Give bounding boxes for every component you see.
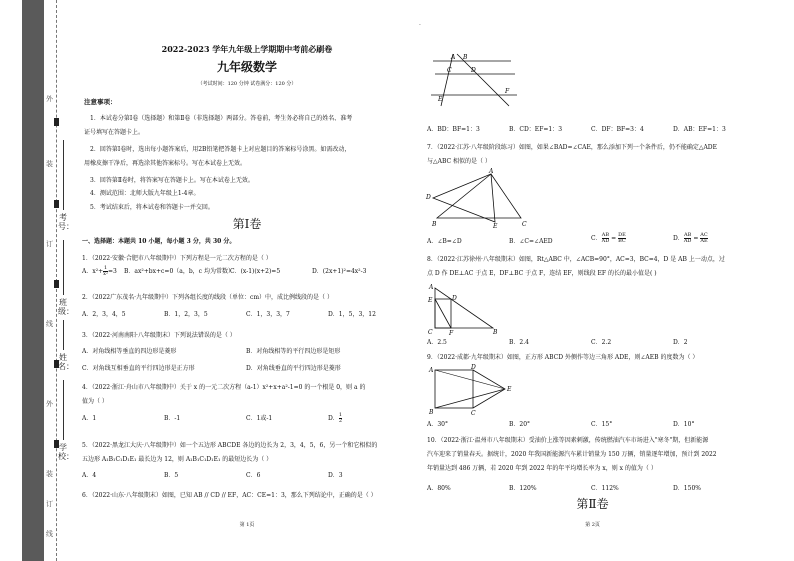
notice-item: 5．考试结束后，将本试卷和答题卡一并交回。	[90, 204, 214, 211]
q8-stem: 8．（2022·江苏徐州·八年级期末）如图，Rt△ABC 中，∠ACB=90°，AC=3，BC=4，D 是 AB 上一动点，过	[427, 256, 725, 263]
q3-option-b: B．对角线相等的平行四边形是矩形	[246, 348, 341, 355]
q5-option-b: B．5	[164, 472, 179, 479]
notice-heading: 注意事项：	[84, 98, 117, 106]
seal-char: 装	[46, 470, 53, 478]
q8-option-d: D．2	[673, 339, 688, 346]
q8-label-b: B	[493, 329, 498, 336]
q10-stem-3: 年销量达到 486 万辆，若 2020 年到 2022 年的年平均增长率为 x，则 x 的值为（ ）	[427, 465, 657, 472]
q6-option-c: C．DF：BF=3：4	[591, 126, 644, 133]
q7-label-d: D	[426, 194, 431, 201]
school-label: 学校：	[58, 443, 74, 461]
q8-label-c: C	[428, 329, 433, 336]
q6-option-b: B．CD：EF=1：3	[509, 126, 563, 133]
decor-dot: ·	[419, 22, 421, 29]
page-1-footer: 第 1页	[239, 522, 255, 528]
q5-stem-2: 五边形 A₁B₁C₁D₁E₁ 最长边为 12，则 A₁B₁C₁D₁E₁ 的最短边长为（ ）	[82, 456, 273, 463]
q3-option-d: D．对角线垂直的平行四边形是菱形	[246, 365, 341, 372]
q2-stem: 2．（2022广东茂名·九年级期中）下列各组长度的线段（单位：cm）中，成比例线段的是（ ）	[82, 294, 333, 301]
q9-label-b: B	[429, 409, 434, 416]
q10-option-d: D．150%	[673, 485, 701, 492]
part2-title: 第Ⅱ卷	[576, 497, 609, 511]
q9-label-d: D	[471, 364, 476, 371]
q9-label-c: C	[471, 410, 476, 416]
q4-option-a: A．1	[82, 415, 97, 422]
seal-char: 装	[46, 160, 53, 168]
notice-item: 4．测试范围：北师大版九年级上1-4章。	[90, 190, 200, 197]
binding-mark	[54, 280, 59, 288]
q4-option-d: D． $\frac{1}{2}$	[328, 412, 342, 424]
q5-option-d: D．3	[328, 472, 343, 479]
q9-segment-ae	[435, 370, 505, 389]
school-line	[63, 380, 64, 440]
q7-option-d: D． $\frac{AB}{AD}$ = $\frac{AC}{AE}$	[673, 232, 708, 244]
seal-char: 外	[46, 400, 53, 408]
q7-label-c: C	[522, 221, 527, 228]
q7-stem-2: 与△ABC 相似的是（ ）	[427, 158, 491, 165]
name-label: 姓名：	[58, 353, 74, 371]
q5-option-c: C．6	[246, 472, 261, 479]
q10-stem: 10．（2022·浙江·温州市八年级期末）受油价上涨等因素刺激，传统燃油汽车市场进入"寒冬"期，但新能源	[427, 437, 709, 444]
q1-stem: 1．（2022·安徽·合肥市八年级期中）下列方程是一元二次方程的是（ ）	[82, 255, 272, 262]
exam-info: （考试时间：120 分钟 试卷满分：120 分）	[197, 81, 297, 87]
q6-label-d: D	[471, 67, 476, 74]
q4-option-b: B．-1	[164, 415, 181, 422]
q10-option-a: A．80%	[427, 485, 451, 492]
q3-option-a: A．对角线相等垂直的四边形是菱形	[82, 348, 177, 355]
q6-option-d: D．AB：EF=1：3	[673, 126, 726, 133]
q1-option-c: C．(x-1)(x+2)=5	[230, 268, 281, 275]
q6-label-c: C	[447, 67, 452, 74]
q6-label-f: F	[505, 88, 510, 95]
q8-label-d: D	[452, 295, 457, 302]
q6-label-b: B	[463, 54, 468, 61]
q6-figure	[425, 48, 535, 110]
q7-figure	[425, 168, 535, 230]
q4-stem-2: 值为（ ）	[82, 398, 108, 405]
q9-option-b: B．20°	[509, 421, 531, 428]
q7-label-e: E	[493, 223, 498, 230]
notice-item: 用橡皮擦干净后，再选涂其他答案标号。写在本试卷上无效。	[84, 160, 247, 167]
notice-item: 证号填写在答题卡上。	[84, 129, 145, 136]
q7-label-a: A	[489, 168, 494, 175]
seal-char: 线	[46, 530, 53, 538]
q9-segment-be	[435, 389, 505, 408]
seal-char: 外	[46, 95, 53, 103]
q6-option-a: A．BD：BF=1：3	[427, 126, 480, 133]
binding-mark	[54, 200, 59, 208]
q8-label-a: A	[429, 284, 434, 291]
q6-transversal-1	[441, 54, 453, 106]
q2-option-b: B．1，2，3，5	[164, 311, 208, 318]
q9-stem: 9．（2022·成都·九年级期末）如图，正方形 ABCD 外侧作等边三角形 ADE，则∠AEB 的度数为（ ）	[427, 354, 699, 361]
seal-char: 订	[46, 240, 53, 248]
q6-label-a: A	[451, 54, 456, 61]
q1-option-b: B．ax²+bx+c=0（a，b，c 均为常数）	[124, 268, 234, 275]
exam-no-line	[63, 140, 64, 210]
seal-char: 订	[46, 500, 53, 508]
q9-option-d: D．10°	[673, 421, 695, 428]
q8-label-f: F	[449, 330, 454, 337]
q4-option-c: C．1或-1	[246, 415, 273, 422]
q8-triangle	[435, 288, 493, 328]
q2-option-d: D．1，5，3，12	[328, 311, 376, 318]
q9-option-c: C．15°	[591, 421, 613, 428]
binding-mark	[54, 118, 59, 126]
q10-option-c: C．112%	[591, 485, 619, 492]
q8-segment-ef	[435, 299, 451, 328]
name-line	[63, 320, 64, 350]
notice-item: 2．回答第Ⅰ卷时，选出每小题答案后，用2B铅笔把答题卡上对应题目的答案标号涂黑。如需改动，	[90, 146, 351, 153]
q7-label-b: B	[432, 221, 437, 228]
q7-option-c: C． $\frac{AB}{AD}$ = $\frac{DE}{BC}$	[591, 232, 626, 244]
q8-stem-2: 点 D 作 DE⊥AC 于点 E，DF⊥BC 于点 F，连结 EF，则线段 EF 的长的最小值是( )	[427, 270, 657, 277]
q7-option-a: A．∠B=∠D	[427, 238, 462, 245]
q8-option-a: A．2.5	[427, 339, 447, 346]
exam-no-label: 考号：	[58, 213, 74, 231]
q9-square	[435, 370, 473, 408]
seal-char: 线	[46, 320, 53, 328]
q4-stem: 4．（2022·浙江·舟山市八年级期中）关于 x 的一元二次方程（a-1）x²+x+a²-1=0 的一个根是 0，则 a 的	[82, 384, 366, 391]
notice-item: 3．回答第Ⅱ卷时，将答案写在答题卡上。写在本试卷上无效。	[90, 177, 254, 184]
subject-title: 九年级数学	[216, 60, 277, 74]
exam-title: 2022-2023 学年九年级上学期期中考前必刷卷	[161, 44, 333, 54]
q10-stem-2: 汽车迎来了销量春天。据统计，2020 年我国新能源汽车累计销量为 150 万辆，销量逐年增加，预计到 2022	[427, 451, 717, 458]
q9-label-a: A	[429, 367, 434, 374]
q1-option-a: A．x²+ $\frac{1}{\text{x²}}$ =3	[82, 265, 117, 277]
page-2	[419, 0, 760, 561]
notice-item: 1．本试卷分第Ⅰ卷（选择题）和第Ⅱ卷（非选择题）两部分。答卷前，考生务必将自己的姓名、准考	[90, 115, 353, 122]
q6-label-e: E	[438, 96, 443, 103]
page-1	[80, 0, 414, 561]
q6-transversal-2	[457, 54, 509, 106]
q6-stem: 6．（2022·山东·八年级期末）如图，已知 AB // CD // EF，AC：CE=1：3，那么下列结论中，正确的是（ ）	[82, 492, 377, 499]
q8-label-e: E	[428, 297, 433, 304]
q5-stem: 5．（2022·黑龙江大庆·八年级期中）如一个五边形 ABCDE 各边的边长为 2，3，4，5，6，另一个和它相似的	[82, 442, 378, 449]
page-2-footer: 第 2页	[585, 522, 600, 528]
part1-title: 第Ⅰ卷	[232, 217, 262, 231]
q5-option-a: A．4	[82, 472, 97, 479]
class-label: 班级：	[58, 298, 74, 316]
q8-option-b: B．2.4	[509, 339, 529, 346]
q9-option-a: A．30°	[427, 421, 448, 428]
q7-triangle-ade	[433, 174, 495, 222]
q3-option-c: C．对角线互相垂直的平行四边形是正方形	[82, 365, 195, 372]
q7-option-b: B．∠C=∠AED	[509, 238, 553, 245]
section1-heading: 一、选择题：本题共 10 小题，每小题 3 分，共 30 分。	[82, 238, 236, 245]
q8-option-c: C．2.2	[591, 339, 612, 346]
q3-stem: 3．（2022·河南南阳·八年级期末）下列说法错误的是（ ）	[82, 332, 236, 339]
q2-option-a: A．2，3，4，5	[82, 311, 126, 318]
q9-figure	[425, 364, 520, 416]
class-line	[63, 240, 64, 295]
q2-option-c: C．1，3，3，7	[246, 311, 290, 318]
q7-stem: 7．（2022·江苏·八年级阶段练习）如图，如果∠BAD=∠CAE，那么添加下列一个条件后，仍不能确定△ADE	[427, 144, 717, 151]
binding-strip	[22, 0, 44, 561]
q8-figure	[425, 282, 505, 337]
q7-triangle-abc	[437, 174, 521, 218]
q9-equilateral-triangle	[473, 370, 505, 408]
q9-label-e: E	[507, 386, 512, 393]
q10-option-b: B．120%	[509, 485, 537, 492]
q1-option-d: D．(2x+1)²=4x²-3	[312, 268, 367, 275]
